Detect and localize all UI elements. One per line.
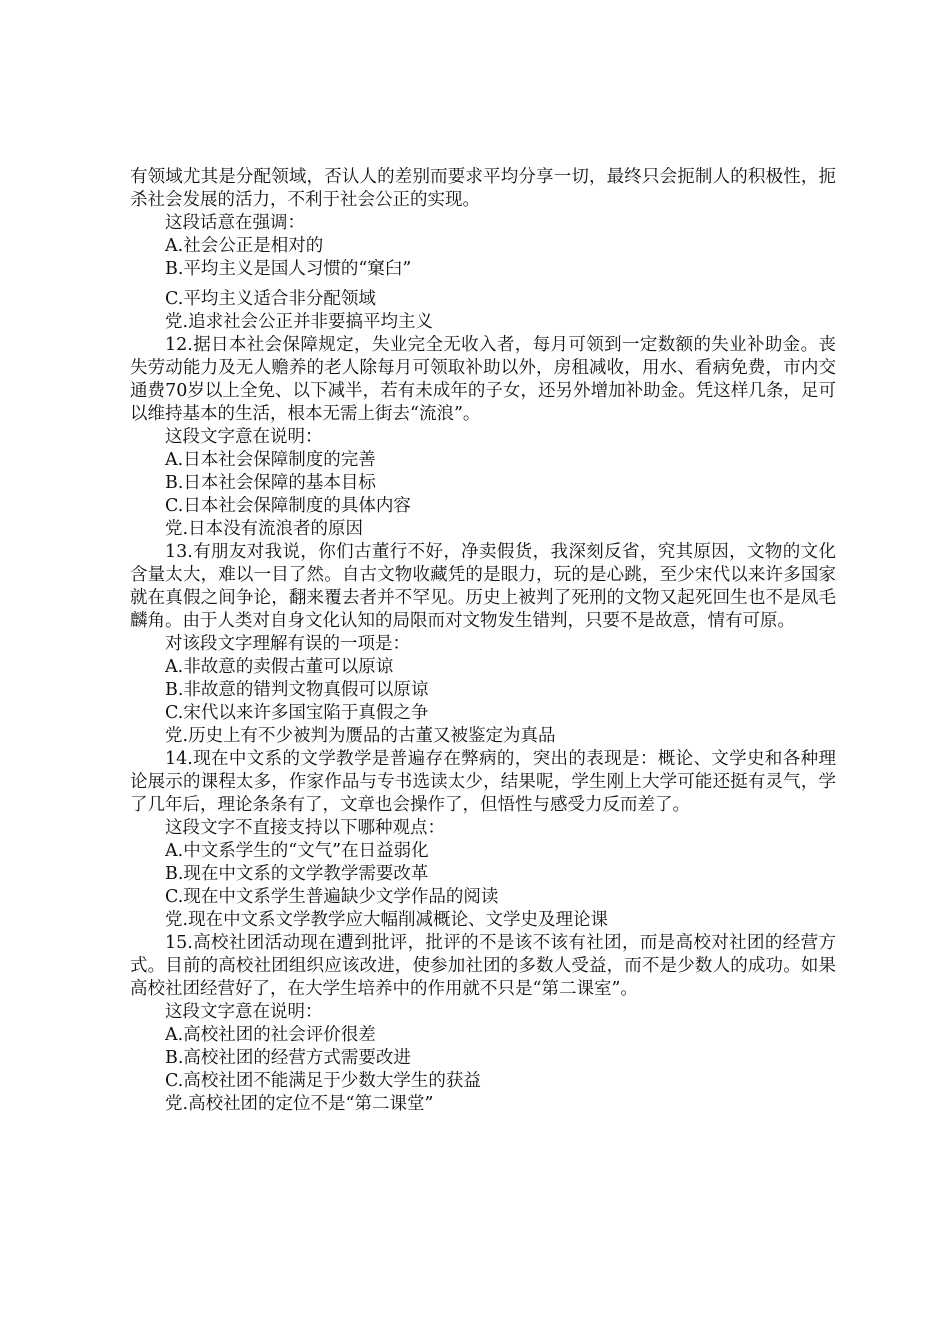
question-12-option-b: B.日本社会保障的基本目标 xyxy=(165,473,376,493)
intro-prompt: 这段话意在强调： xyxy=(165,213,305,233)
question-15-option-c: C.高校社团不能满足于少数大学生的获益 xyxy=(165,1071,481,1091)
question-15-option-b: B.高校社团的经营方式需要改进 xyxy=(165,1048,411,1068)
question-15-paragraph: 15.高校社团活动现在遭到批评，批评的不是该不该有社团，而是高校对社团的经营方式。目前的高校社团组织应该改进，使参加社团的多数人受益，而不是少数人的成功。如果高校社团经营好了，在大学生培养中的作用就不只是“第二课室”。 xyxy=(130,933,836,999)
question-14-option-d: 党.现在中文系文学教学应大幅削减概论、文学史及理论课 xyxy=(165,910,609,930)
question-15-option-d: 党.高校社团的定位不是“第二课堂” xyxy=(165,1094,434,1114)
question-13-option-b: B.非故意的错判文物真假可以原谅 xyxy=(165,680,429,700)
question-13-option-d: 党.历史上有不少被判为赝品的古董又被鉴定为真品 xyxy=(165,726,556,746)
question-13-option-c: C.宋代以来许多国宝陷于真假之争 xyxy=(165,703,429,723)
document-page xyxy=(130,166,836,1116)
question-12-option-d: 党.日本没有流浪者的原因 xyxy=(165,519,364,539)
question-15-prompt: 这段文字意在说明： xyxy=(165,1002,323,1022)
intro-paragraph: 有领域尤其是分配领域，否认人的差别而要求平均分享一切，最终只会扼制人的积极性，扼杀社会发展的活力，不利于社会公正的实现。 xyxy=(130,167,836,210)
intro-option-d: 党.追求社会公正并非要搞平均主义 xyxy=(165,312,434,332)
question-14-prompt: 这段文字不直接支持以下哪种观点： xyxy=(165,818,445,838)
intro-option-b: B.平均主义是国人习惯的“窠臼” xyxy=(165,259,412,279)
intro-option-a: A.社会公正是相对的 xyxy=(165,236,324,256)
question-14-option-c: C.现在中文系学生普遍缺少文学作品的阅读 xyxy=(165,887,499,907)
question-14-option-a: A.中文系学生的“文气”在日益弱化 xyxy=(165,841,429,861)
intro-option-c: C.平均主义适合非分配领域 xyxy=(165,289,376,309)
question-12-paragraph: 12.据日本社会保障规定，失业完全无收入者，每月可领到一定数额的失业补助金。丧失劳动能力及无人赡养的老人除每月可领取补助以外，房租减收，用水、看病免费，市内交通费70岁以上全免、以下减半，若有未成年的子女，还另外增加补助金。凭这样几条，足可以维持基本的生活，根本无需上街去“流浪”。 xyxy=(130,335,836,424)
question-13-paragraph: 13.有朋友对我说，你们古董行不好，净卖假货，我深刻反省，究其原因，文物的文化含量太大，难以一目了然。自古文物收藏凭的是眼力，玩的是心跳，至少宋代以来许多国家就在真假之间争论，翻来覆去者并不罕见。历史上被判了死刑的文物又起死回生也不是凤毛麟角。由于人类对自身文化认知的局限而对文物发生错判，只要不是故意，情有可原。 xyxy=(130,542,836,631)
question-14-option-b: B.现在中文系的文学教学需要改革 xyxy=(165,864,429,884)
question-13-option-a: A.非故意的卖假古董可以原谅 xyxy=(165,657,394,677)
question-12-option-c: C.日本社会保障制度的具体内容 xyxy=(165,496,411,516)
question-12-option-a: A.日本社会保障制度的完善 xyxy=(165,450,376,470)
question-13-prompt: 对该段文字理解有误的一项是： xyxy=(165,634,410,654)
question-15-option-a: A.高校社团的社会评价很差 xyxy=(165,1025,376,1045)
question-12-prompt: 这段文字意在说明： xyxy=(165,427,323,447)
question-14-paragraph: 14.现在中文系的文学教学是普遍存在弊病的，突出的表现是：概论、文学史和各种理论展示的课程太多，作家作品与专书选读太少，结果呢，学生刚上大学可能还挺有灵气，学了几年后，理论条条有了，文章也会操作了，但悟性与感受力反而差了。 xyxy=(130,749,836,815)
